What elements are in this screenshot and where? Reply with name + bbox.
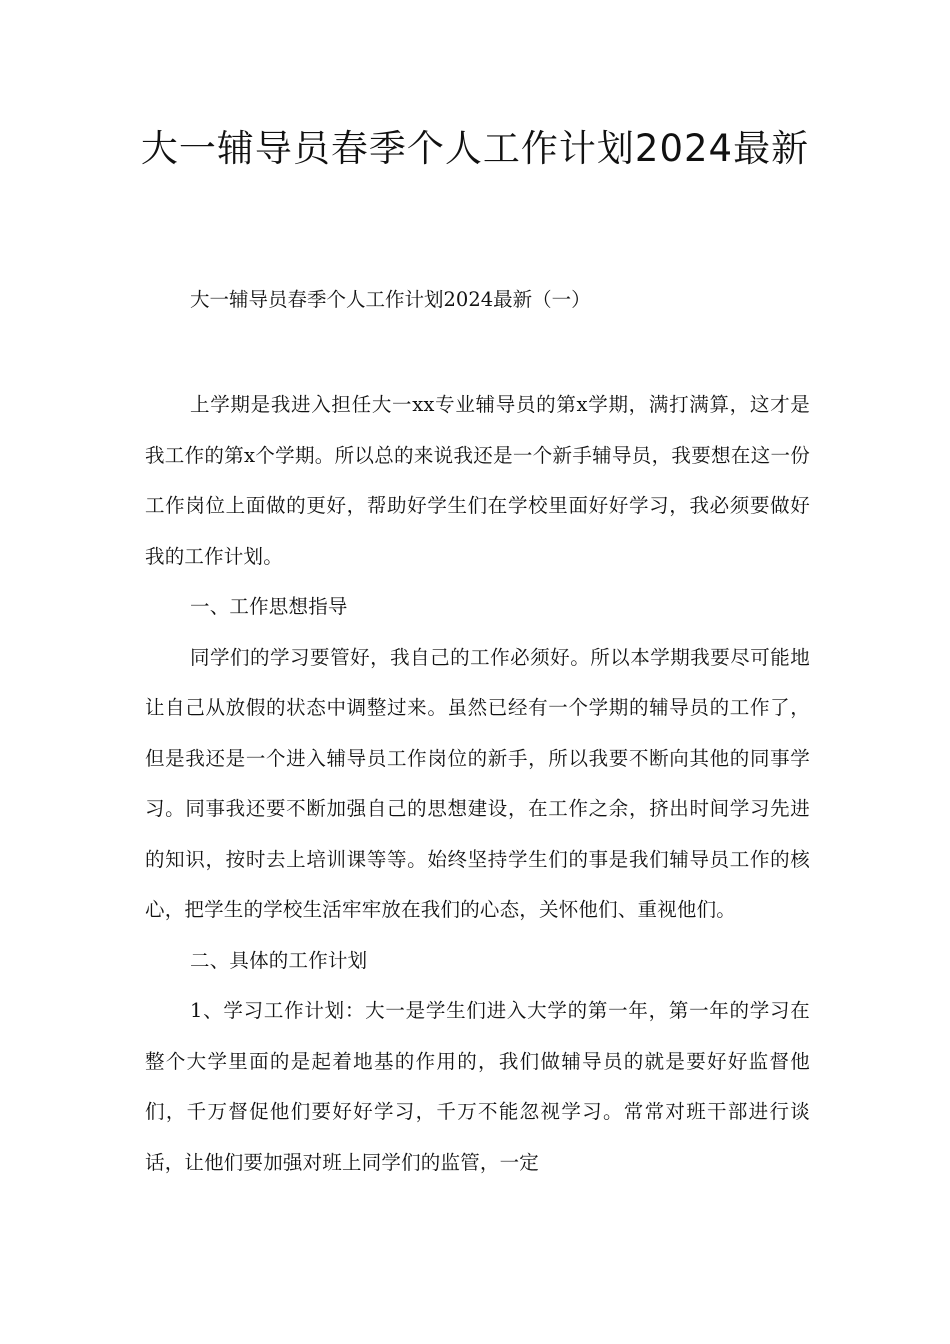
heading-work-guidance: 一、工作思想指导 [190, 595, 348, 618]
paragraph-intro: 上学期是我进入担任大一xx专业辅导员的第x学期，满打满算，这才是我工作的第x个学期。所以总的来说我还是一个新手辅导员，我要想在这一份工作岗位上面做的更好，帮助好学生们在学校里面好好学习，我必须要做好我的工作计划。 [145, 393, 810, 568]
document-title: 大一辅导员春季个人工作计划2024最新 [140, 127, 810, 170]
heading-work-plan: 二、具体的工作计划 [190, 948, 368, 972]
section-subtitle: 大一辅导员春季个人工作计划2024最新（一） [190, 288, 591, 311]
paragraph-work-guidance: 同学们的学习要管好，我自己的工作必须好。所以本学期我要尽可能地让自己从放假的状态中调整过来。虽然已经有一个学期的辅导员的工作了，但是我还是一个进入辅导员工作岗位的新手，所以我要不断向其他的同事学习。同事我还要不断加强自己的思想建设，在工作之余，挤出时间学习先进的知识，按时去上培训课等等。始终坚持学生们的事是我们辅导员工作的核心，把学生的学校生活牢牢放在我们的心态，关怀他们、重视他们。 [145, 645, 810, 921]
document-body [145, 380, 810, 1188]
paragraph-study-plan: 1、学习工作计划：大一是学生们进入大学的第一年，第一年的学习在整个大学里面的是起着地基的作用的，我们做辅导员的就是要好好监督他们，千万督促他们要好好学习，千万不能忽视学习。常常对班干部进行谈话，让他们要加强对班上同学们的监管，一定 [145, 999, 810, 1174]
